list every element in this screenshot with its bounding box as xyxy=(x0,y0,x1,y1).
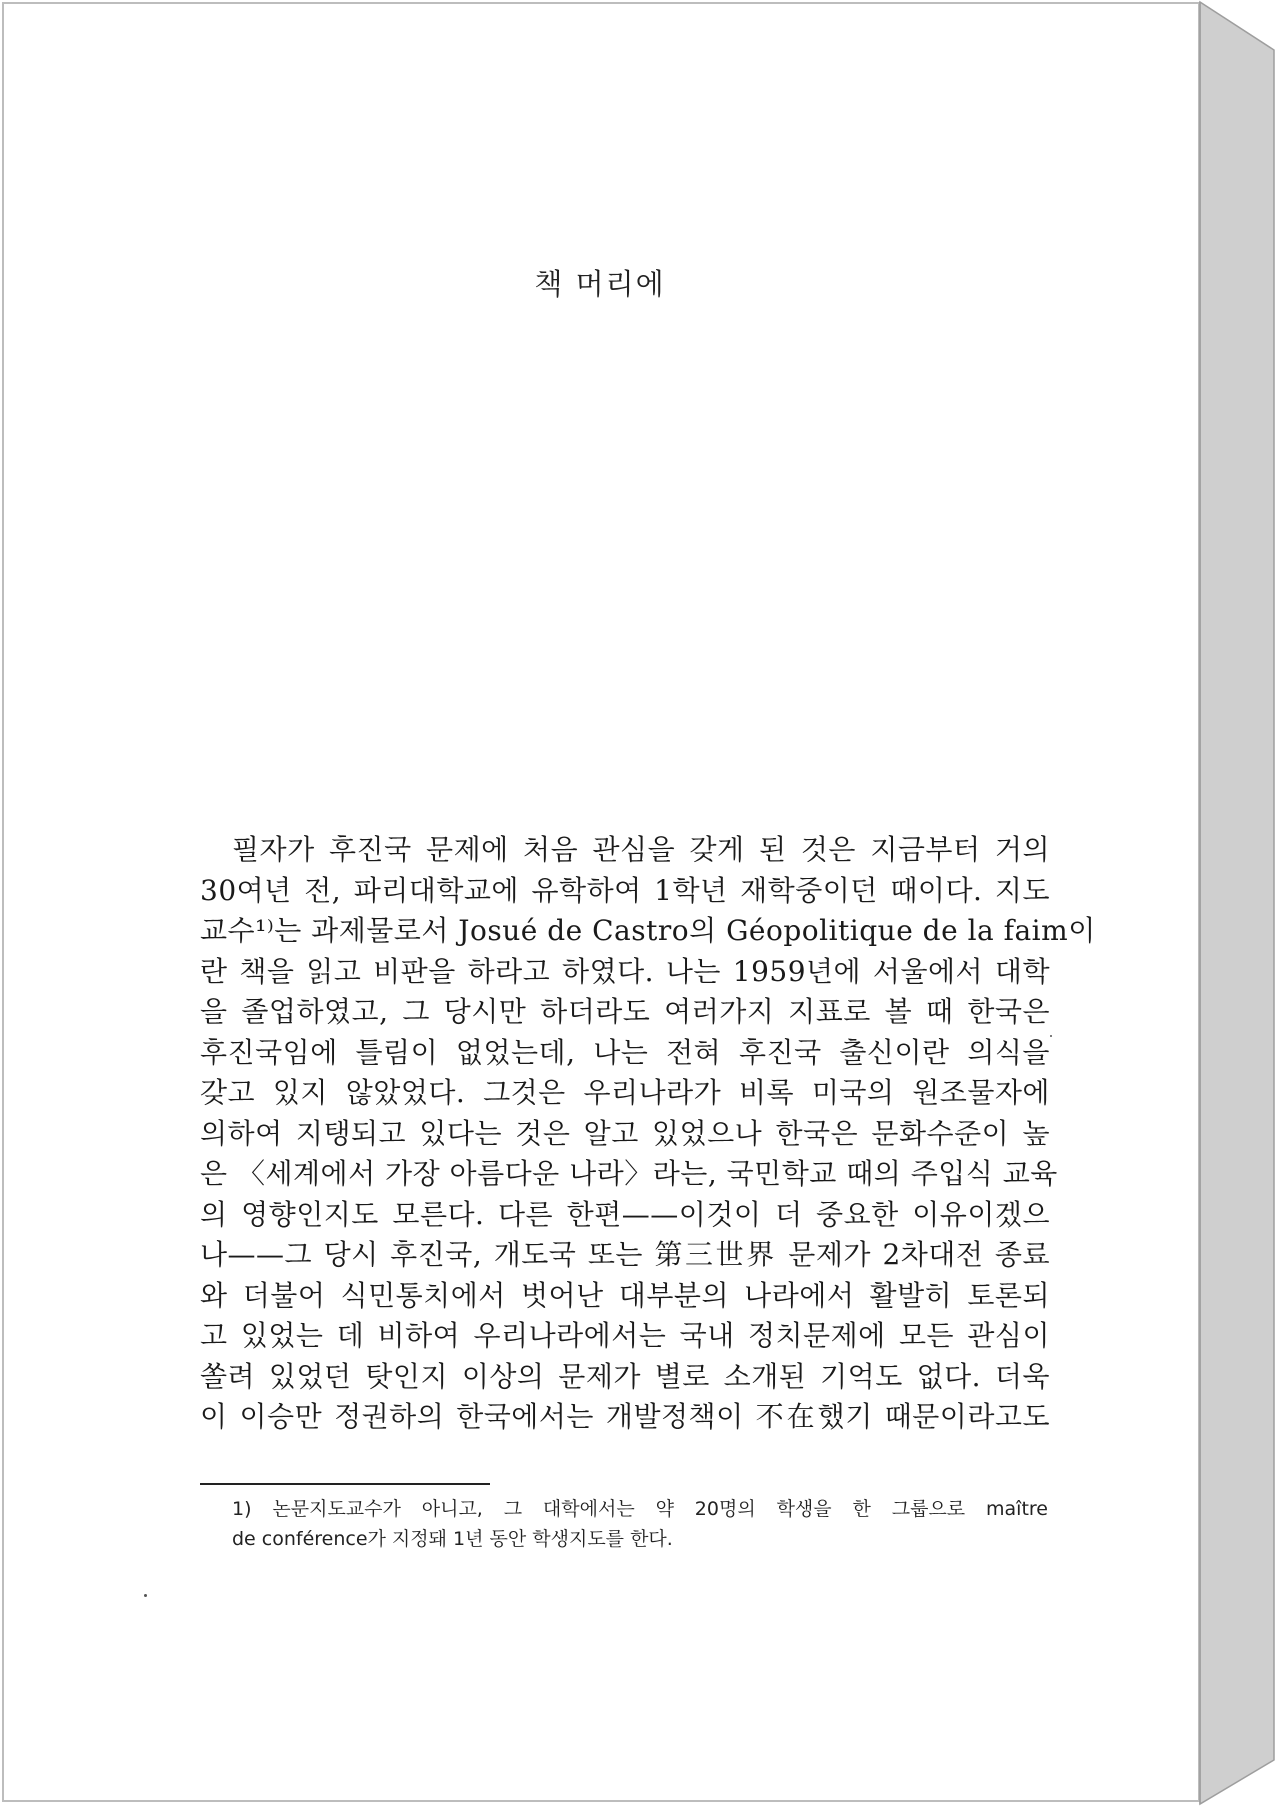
text-line: 나——그 당시 후진국, 개도국 또는 第三世界 문제가 2차대전 종료 xyxy=(200,1238,1050,1271)
print-speck xyxy=(144,1594,147,1597)
page-heading: 책 머리에 xyxy=(534,267,666,301)
text-line: 쏠려 있었던 탓인지 이상의 문제가 별로 소개된 기억도 없다. 더욱 xyxy=(200,1359,1050,1393)
text-line: 교수¹⁾는 과제물로서 Josué de Castro의 Géopolitique de la faim이 xyxy=(200,914,1096,947)
text-line: 후진국임에 틀림이 없었는데, 나는 전혀 후진국 출신이란 의식을 xyxy=(200,1035,1050,1069)
text-line: 이 이승만 정권하의 한국에서는 개발정책이 不在했기 때문이라고도 xyxy=(200,1400,1050,1433)
footnote-rule xyxy=(200,1483,490,1485)
text-line: 고 있었는 데 비하여 우리나라에서는 국내 정치문제에 모든 관심이 xyxy=(200,1319,1050,1352)
text-line: 와 더불어 식민통치에서 벗어난 대부분의 나라에서 활발히 토론되 xyxy=(200,1278,1050,1312)
print-speck xyxy=(1050,1035,1052,1037)
footnote xyxy=(232,1494,1048,1554)
text-line: 30여년 전, 파리대학교에 유학하여 1학년 재학중이던 때이다. 지도 xyxy=(200,873,1050,907)
text-line: 필자가 후진국 문제에 처음 관심을 갖게 된 것은 지금부터 거의 xyxy=(232,833,1050,866)
text-line: 란 책을 읽고 비판을 하라고 하였다. 나는 1959년에 서울에서 대학 xyxy=(200,954,1050,988)
footnote-line: de conférence가 지정돼 1년 동안 학생지도를 한다. xyxy=(232,1528,673,1550)
text-line: 은 〈세계에서 가장 아름다운 나라〉라는, 국민학교 때의 주입식 교육 xyxy=(200,1157,1058,1190)
footnote-line: 1) 논문지도교수가 아니고, 그 대학에서는 약 20명의 학생을 한 그룹으로 maître xyxy=(232,1498,1048,1520)
text-line: 을 졸업하였고, 그 당시만 하더라도 여러가지 지표로 볼 때 한국은 xyxy=(200,995,1050,1028)
text-line: 의하여 지탱되고 있다는 것은 알고 있었으나 한국은 문화수준이 높 xyxy=(200,1116,1050,1150)
text-line: 갖고 있지 않았었다. 그것은 우리나라가 비록 미국의 원조물자에 xyxy=(200,1076,1050,1109)
main-paragraph xyxy=(200,830,1096,1438)
text-line: 의 영향인지도 모른다. 다른 한편——이것이 더 중요한 이유이겠으 xyxy=(200,1197,1050,1231)
